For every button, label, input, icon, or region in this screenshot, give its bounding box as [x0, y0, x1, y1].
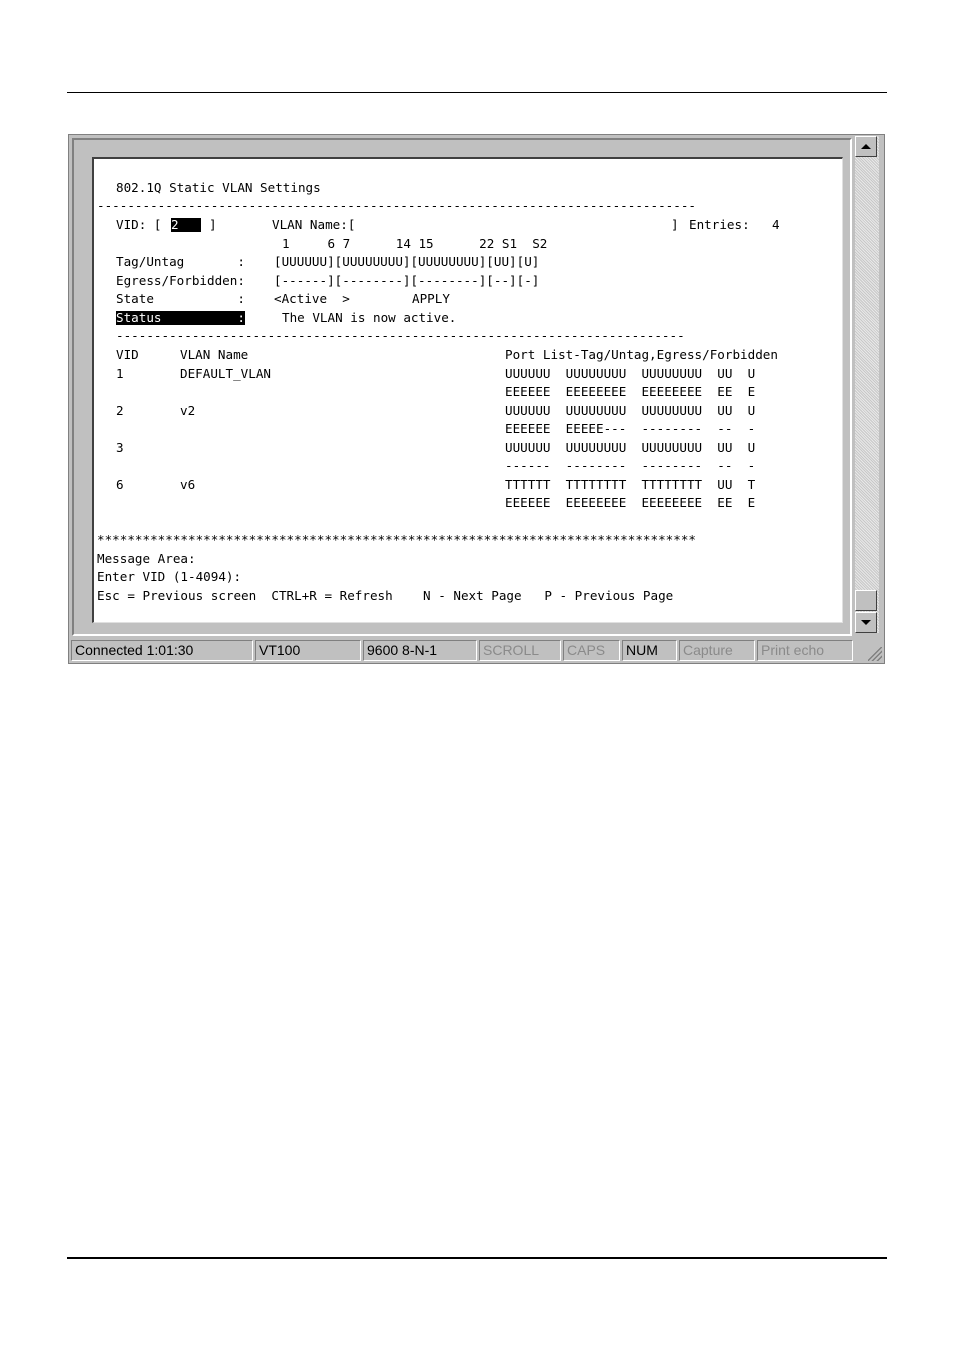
state-label: State :: [116, 291, 245, 306]
vid-prompt: Enter VID (1-4094):: [97, 569, 242, 584]
row-tag-untag: UUUUUU UUUUUUUU UUUUUUUU UU U: [505, 366, 756, 381]
page-footer-rule: [67, 1257, 887, 1259]
status-print-echo: Print echo: [757, 640, 853, 661]
scroll-up-button[interactable]: [855, 136, 877, 157]
page-header-rule: [67, 92, 887, 93]
state-select[interactable]: <Active >: [274, 291, 350, 306]
tag-untag-label: Tag/Untag :: [116, 254, 245, 269]
message-area-label: Message Area:: [97, 551, 196, 566]
row-vid: 3: [116, 440, 124, 455]
status-caps: CAPS: [563, 640, 620, 661]
vid-input[interactable]: 2: [171, 217, 202, 232]
port-number-header: 1 6 7 14 15 22 S1 S2: [282, 236, 548, 251]
status-emulation: VT100: [255, 640, 361, 661]
screen-title: 802.1Q Static VLAN Settings: [116, 180, 321, 195]
row-vid: 2: [116, 403, 124, 418]
row-egress-forbidden: EEEEEE EEEEEEEE EEEEEEEE EE E: [505, 495, 756, 510]
vid-label: VID: [: [116, 217, 162, 232]
down-arrow-icon: [861, 620, 871, 625]
egress-forbidden-field[interactable]: [------][--------][--------][--][-]: [274, 273, 540, 288]
row-vlan-name: v6: [180, 477, 196, 492]
help-line: Esc = Previous screen CTRL+R = Refresh N - Next Page P - Previous Page: [97, 588, 674, 603]
vlan-name-label: VLAN Name:[: [272, 217, 356, 232]
row-vlan-name: DEFAULT_VLAN: [180, 366, 271, 381]
terminal-client-area: [72, 138, 852, 636]
vlan-name-input[interactable]: [374, 218, 671, 232]
header-port-list: Port List-Tag/Untag,Egress/Forbidden: [505, 347, 778, 362]
header-vlan-name: VLAN Name: [180, 347, 249, 362]
status-message: The VLAN is now active.: [282, 310, 457, 325]
vertical-scrollbar[interactable]: [855, 136, 879, 633]
entries-count: 4: [772, 217, 780, 232]
row-vlan-name: v2: [180, 403, 196, 418]
row-tag-untag: TTTTTT TTTTTTTT TTTTTTTT UU T: [505, 477, 756, 492]
row-tag-untag: UUUUUU UUUUUUUU UUUUUUUU UU U: [505, 403, 756, 418]
header-vid: VID: [116, 347, 139, 362]
status-port-settings: 9600 8-N-1: [363, 640, 477, 661]
resize-grip-icon[interactable]: [868, 647, 882, 661]
status-num: NUM: [622, 640, 677, 661]
entries-label: Entries:: [689, 217, 750, 232]
status-capture: Capture: [679, 640, 755, 661]
separator-stars: *******************************************************************************: [97, 532, 696, 547]
status-connected: Connected 1:01:30: [71, 640, 253, 661]
separator-middle: ---------------------------------------------------------------------------: [116, 328, 685, 343]
row-vid: 1: [116, 366, 124, 381]
scroll-thumb[interactable]: [855, 590, 877, 611]
apply-button[interactable]: APPLY: [412, 291, 450, 306]
row-egress-forbidden: EEEEEE EEEEEEEE EEEEEEEE EE E: [505, 384, 756, 399]
terminal-screen[interactable]: [92, 157, 843, 623]
tag-untag-field[interactable]: [UUUUUU][UUUUUUUU][UUUUUUUU][UU][U]: [274, 254, 540, 269]
vlan-name-bracket-close: ]: [671, 217, 679, 232]
vid-bracket-close: ]: [209, 217, 217, 232]
up-arrow-icon: [861, 144, 871, 149]
status-label: Status :: [116, 310, 245, 325]
hyperterminal-window: [68, 134, 885, 664]
egress-forbidden-label: Egress/Forbidden:: [116, 273, 245, 288]
row-vid: 6: [116, 477, 124, 492]
row-tag-untag: UUUUUU UUUUUUUU UUUUUUUU UU U: [505, 440, 756, 455]
separator-top: -------------------------------------------------------------------------------: [97, 198, 696, 213]
row-egress-forbidden: EEEEEE EEEEE--- -------- -- -: [505, 421, 756, 436]
status-bar: [69, 638, 884, 663]
status-scroll: SCROLL: [479, 640, 561, 661]
row-egress-forbidden: ------ -------- -------- -- -: [505, 458, 756, 473]
scroll-down-button[interactable]: [855, 612, 877, 633]
